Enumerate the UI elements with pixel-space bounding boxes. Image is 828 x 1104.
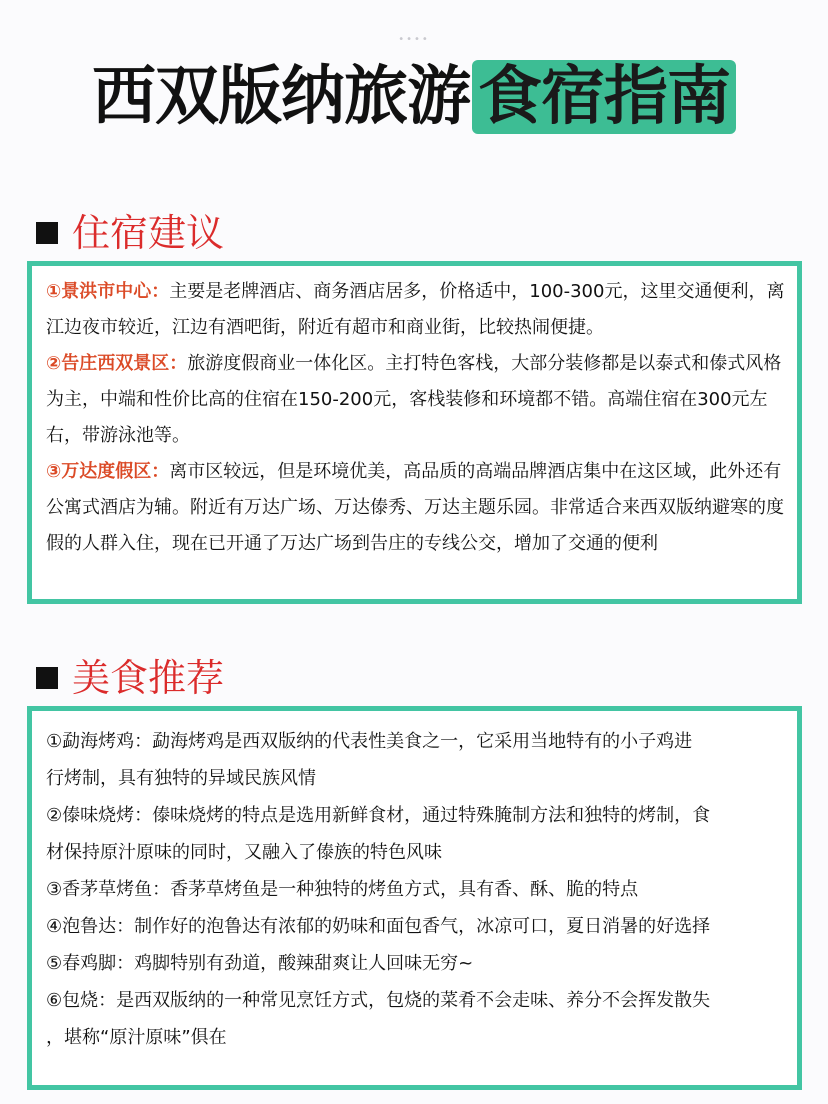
lodging-item-label: ②告庄西双景区： <box>46 353 188 374</box>
page-title-main: 西双版纳旅游 <box>92 60 470 134</box>
black-square-icon <box>36 667 58 689</box>
food-line: ⑤春鸡脚：鸡脚特别有劲道，酸辣甜爽让人回味无穷~ <box>46 953 474 974</box>
food-section-heading <box>36 652 224 704</box>
page-title-accent: 食宿指南 <box>472 60 736 134</box>
lodging-section-title: 住宿建议 <box>72 211 225 255</box>
food-line: ①勐海烤鸡：勐海烤鸡是西双版纳的代表性美食之一，它采用当地特有的小子鸡进 <box>46 731 693 752</box>
lodging-item-label: ①景洪市中心： <box>46 281 170 302</box>
lodging-item-3 <box>46 454 785 562</box>
lodging-item-text: 主要是老牌酒店、商务酒店居多，价格适中，100-300元，这里交通便利，离江边夜市较近，江边有酒吧街，附近有超市和商业街，比较热闹便捷。 <box>46 281 785 338</box>
lodging-item-text: 旅游度假商业一体化区。主打特色客栈，大部分装修都是以泰式和傣式风格为主，中端和性价比高的住宿在150-200元，客栈装修和环境都不错。高端住宿在300元左右，带游泳池等。 <box>46 353 782 446</box>
food-line: 行烤制，具有独特的异域民族风情 <box>46 768 316 789</box>
food-section-title: 美食推荐 <box>72 656 225 700</box>
food-info-box <box>27 706 802 1090</box>
top-decoration-dots: •••• <box>398 34 430 45</box>
page-title <box>0 54 828 140</box>
food-line: ③香茅草烤鱼：香茅草烤鱼是一种独特的烤鱼方式，具有香、酥、脆的特点 <box>46 879 639 900</box>
lodging-section-heading <box>36 207 224 259</box>
lodging-item-label: ③万达度假区： <box>46 461 170 482</box>
food-line: ⑥包烧：是西双版纳的一种常见烹饪方式，包烧的菜肴不会走味、养分不会挥发散失 <box>46 990 711 1011</box>
lodging-item-text: 离市区较远，但是环境优美，高品质的高端品牌酒店集中在这区域，此外还有公寓式酒店为辅。附近有万达广场、万达傣秀、万达主题乐园。非常适合来西双版纳避寒的度假的人群入住，现在已开通了万达广场到告庄的专线公交，增加了交通的便利 <box>46 461 784 554</box>
lodging-item-2 <box>46 346 785 454</box>
lodging-item-1 <box>46 274 785 346</box>
food-line: ②傣味烧烤：傣味烧烤的特点是选用新鲜食材，通过特殊腌制方法和独特的烤制，食 <box>46 805 711 826</box>
food-line: 材保持原汁原味的同时，又融入了傣族的特色风味 <box>46 842 442 863</box>
lodging-info-box <box>27 261 802 604</box>
black-square-icon <box>36 222 58 244</box>
food-line: ④泡鲁达：制作好的泡鲁达有浓郁的奶味和面包香气，冰凉可口，夏日消暑的好选择 <box>46 916 711 937</box>
food-line: ，堪称“原汁原味”俱在 <box>46 1027 227 1048</box>
